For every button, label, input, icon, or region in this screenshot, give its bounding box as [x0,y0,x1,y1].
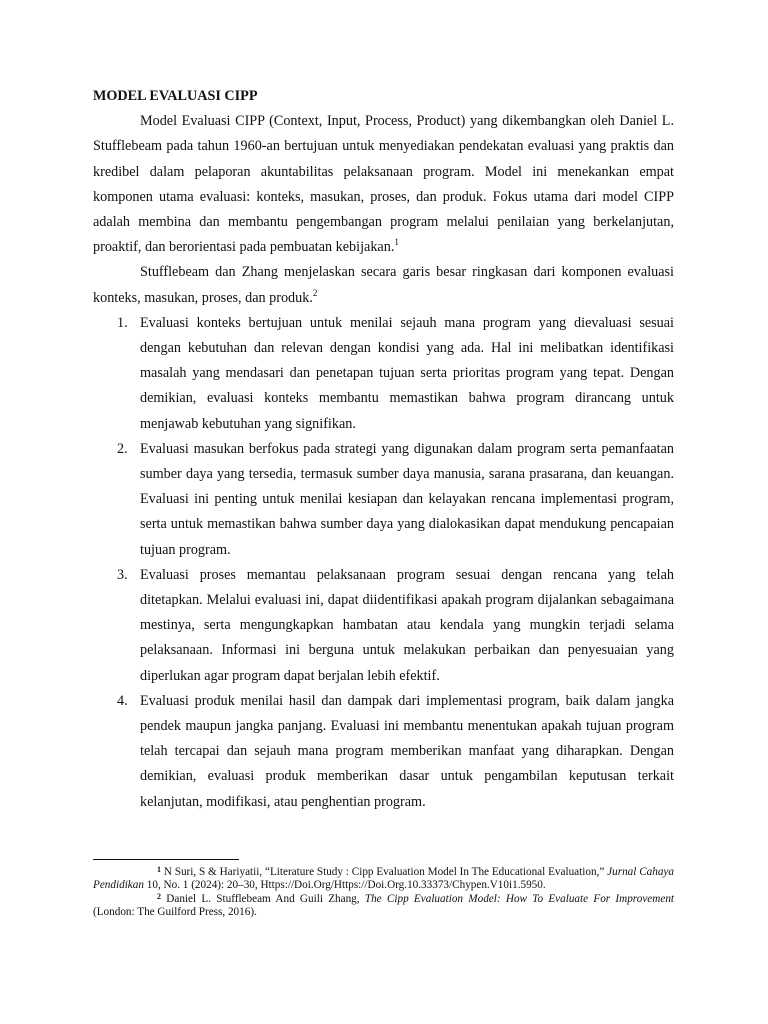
footnote-mark: 2 [157,891,161,901]
footnote [93,866,674,893]
list-item [93,689,674,815]
list-item-text: Evaluasi konteks bertujuan untuk menilai sejauh mana program yang dievaluasi sesuai dengan kebutuhan dan relevan dengan kondisi yang ada. Hal ini melibatkan identifikasi masalah yang mendasari dan penetapan tujuan serta prioritas program yang tepat. Dengan demikian, evaluasi konteks membantu memastikan bahwa program dirancang untuk menjawab kebutuhan yang signifikan. [140,314,674,432]
summary-paragraph [93,260,674,310]
intro-paragraph [93,109,674,260]
list-item [93,311,674,437]
list-number: 2. [117,440,128,457]
footnote-text: (London: The Guilford Press, 2016). [93,906,257,919]
footnote-mark: 1 [157,865,161,874]
document-body [93,84,674,815]
list-item-text: Evaluasi produk menilai hasil dan dampak dari implementasi program, baik dalam jangka pendek maupun jangka panjang. Evaluasi ini membantu menentukan apakah tujuan program telah tercapai dan sejauh mana program memberikan manfaat yang diharapkan. Dengan demikian, evaluasi produk memberikan dasar untuk pengambilan keputusan terkait kelanjutan, modifikasi, atau penghentian program. [140,692,674,810]
list-number: 4. [117,692,128,709]
paragraph-text: Stufflebeam dan Zhang menjelaskan secara garis besar ringkasan dari komponen evaluasi konteks, masukan, proses, dan produk. [93,264,674,306]
footnote-separator [93,859,239,860]
list-item [93,563,674,689]
footnote-ref[interactable]: 2 [312,287,318,298]
document-title: MODEL EVALUASI CIPP [93,88,258,104]
footnote-text: 10, No. 1 (2024): 20–30, Https://Doi.Org/Https://Doi.Org.10.33373/Chypen.V10i1.5950. [146,879,546,892]
list-item [93,437,674,563]
list-item-text: Evaluasi masukan berfokus pada strategi yang digunakan dalam program serta pemanfaatan sumber daya yang tersedia, termasuk sumber daya manusia, sarana prasarana, dan keuangan. Evaluasi ini penting untuk menilai kesiapan dan kelayakan rencana implementasi program, serta untuk memastikan bahwa sumber daya yang dialokasikan dapat mendukung pencapaian tujuan program. [140,440,674,558]
paragraph-text: Model Evaluasi CIPP (Context, Input, Process, Product) yang dikembangkan oleh Daniel L. Stufflebeam pada tahun 1960-an bertujuan untuk menyediakan pendekatan evaluasi yang praktis dan kredibel dalam pelaporan akuntabilitas pelaksanaan program. Model ini menekankan empat komponen utama evaluasi: konteks, masukan, proses, dan produk. Fokus utama dari model CIPP adalah membina dan membantu pengembangan program melalui penilaian yang berkelanjutan, proaktif, dan berorientasi pada pembuatan kebijakan. [93,113,674,256]
list-number: 1. [117,314,128,331]
footnote-text: N Suri, S & Hariyatii, “Literature Study : Cipp Evaluation Model In The Educational Evaluation,” [163,866,605,878]
component-list [93,311,674,815]
footnote-text: Daniel L. Stufflebeam And Guili Zhang, [166,892,360,905]
footnotes [93,866,674,920]
footnote-book-title: The Cipp Evaluation Model: How To Evaluate For Improvement [364,892,675,905]
list-item-text: Evaluasi proses memantau pelaksanaan program sesuai dengan rencana yang telah ditetapkan. Melalui evaluasi ini, dapat diidentifikasi apakah program dijalankan sebagaimana mestinya, serta mengungkapkan hambatan atau kendala yang mungkin terjadi selama pelaksanaan. Informasi ini berguna untuk melakukan perbaikan dan penyesuaian yang diperlukan agar program dapat berjalan lebih efektif. [140,566,674,684]
list-number: 3. [117,566,128,583]
footnote-ref[interactable]: 1 [394,237,399,248]
footnote [93,893,674,920]
footnote-journal: Jurnal Cahaya Pendidikan [93,866,674,892]
